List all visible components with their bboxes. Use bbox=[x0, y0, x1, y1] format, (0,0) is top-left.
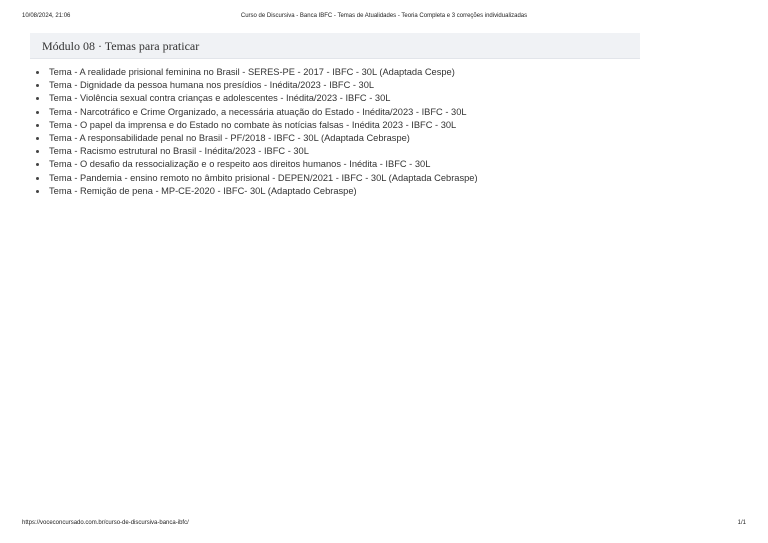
list-item bbox=[30, 185, 670, 198]
topics-list bbox=[30, 66, 670, 198]
list-item bbox=[30, 132, 670, 145]
print-header bbox=[22, 13, 746, 23]
bullet-icon bbox=[36, 177, 39, 180]
bullet-icon bbox=[36, 163, 39, 166]
bullet-icon bbox=[36, 84, 39, 87]
list-item bbox=[30, 106, 670, 119]
list-item bbox=[30, 145, 670, 158]
bullet-icon bbox=[36, 137, 39, 140]
topic-text: Tema - Remição de pena - MP-CE-2020 - IBFC- 30L (Adaptado Cebraspe) bbox=[49, 185, 357, 196]
list-item bbox=[30, 172, 670, 185]
print-footer bbox=[22, 520, 746, 530]
print-document-title: Curso de Discursiva - Banca IBFC - Temas de Atualidades - Teoria Completa e 3 correções individualizadas bbox=[240, 13, 528, 19]
topic-text: Tema - Narcotráfico e Crime Organizado, a necessária atuação do Estado - Inédita/2023 - IBFC - 30L bbox=[49, 106, 467, 117]
list-item bbox=[30, 158, 670, 171]
topic-text: Tema - Dignidade da pessoa humana nos presídios - Inédita/2023 - IBFC - 30L bbox=[49, 80, 375, 91]
print-date: 10/08/2024, 21:06 bbox=[22, 13, 71, 19]
bullet-icon bbox=[36, 71, 39, 74]
list-item bbox=[30, 79, 670, 92]
list-item bbox=[30, 92, 670, 105]
topic-text: Tema - O papel da imprensa e do Estado no combate às notícias falsas - Inédita 2023 - IBFC - 30L bbox=[49, 119, 457, 130]
print-url[interactable]: https://voceconcursado.com.br/curso-de-discursiva-banca-ibfc/ bbox=[22, 520, 189, 526]
topic-text: Tema - Pandemia - ensino remoto no âmbito prisional - DEPEN/2021 - IBFC - 30L (Adaptada Cebraspe) bbox=[49, 172, 478, 183]
list-item bbox=[30, 66, 670, 79]
bullet-icon bbox=[36, 190, 39, 193]
topic-text: Tema - A realidade prisional feminina no Brasil - SERES-PE - 2017 - IBFC - 30L (Adaptada Cespe) bbox=[49, 67, 455, 77]
topic-text: Tema - Racismo estrutural no Brasil - Inédita/2023 - IBFC - 30L bbox=[49, 146, 309, 157]
list-item bbox=[30, 119, 670, 132]
page-number: 1/1 bbox=[737, 520, 746, 526]
bullet-icon bbox=[36, 150, 39, 153]
bullet-icon bbox=[36, 111, 39, 114]
module-title: Módulo 08 · Temas para praticar bbox=[42, 39, 200, 53]
topic-text: Tema - A responsabilidade penal no Brasil - PF/2018 - IBFC - 30L (Adaptada Cebraspe) bbox=[49, 132, 410, 143]
bullet-icon bbox=[36, 97, 39, 100]
topic-text: Tema - Violência sexual contra crianças e adolescentes - Inédita/2023 - IBFC - 30L bbox=[49, 93, 391, 104]
bullet-icon bbox=[36, 124, 39, 127]
module-header bbox=[30, 33, 640, 59]
topic-text: Tema - O desafio da ressocialização e o respeito aos direitos humanos - Inédita - IBFC - 30L bbox=[49, 159, 431, 170]
